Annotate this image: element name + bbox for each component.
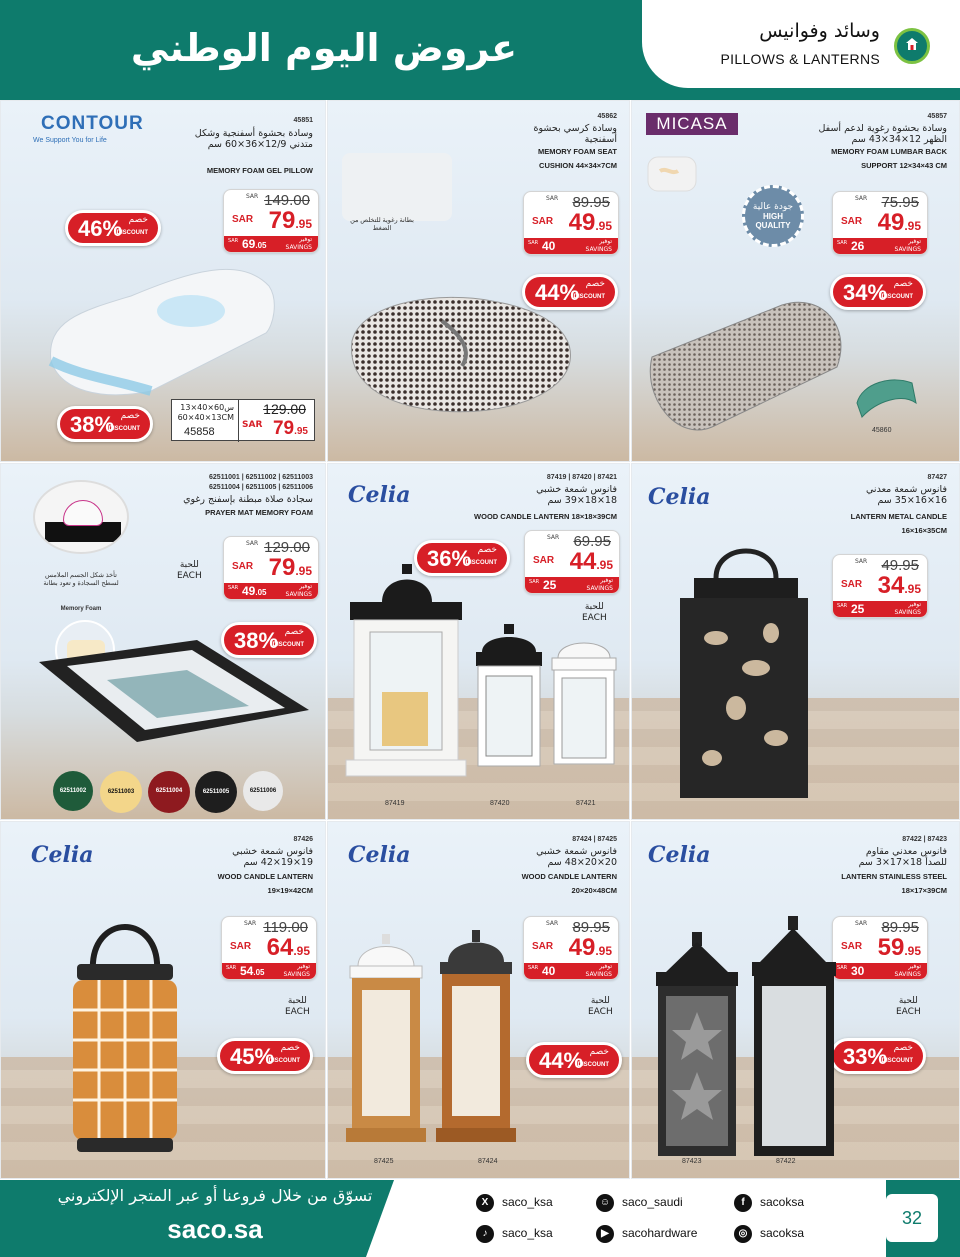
sale-price: 44.95 [569,548,613,575]
discount-badge: 36% خصم DISCOUNT [414,540,510,576]
savings-bar: SAR 49.05 توفير SAVINGS [224,583,318,599]
old-price: 49.95 [881,557,919,574]
lumbar-pillow-green-image [852,373,922,423]
product-name-ar: فانوس معدني مقاوم للصدأ 18×17×3 سم [858,846,947,868]
old-price: 129.00 [264,539,310,556]
category-title-en: PILLOWS & LANTERNS [720,51,880,67]
product-size-en: 16×16×35CM [901,526,947,535]
steel-lanterns-image [642,902,842,1162]
foam-texture-image [336,149,456,269]
variant-old-price: 129.00 [263,401,306,417]
product-card-wood-lantern-pair [327,821,630,1179]
image-code-2: 87420 [490,800,510,807]
product-code: 87424 | 87425 [572,836,617,843]
social-panel [410,1180,886,1257]
price-tag: SAR 49.95 SAR 34.95 SAR 25 توفير SAVINGS [832,554,928,618]
discount-badge: 45% خصم DISCOUNT [217,1038,313,1074]
category-panel [642,0,960,88]
product-size-en: 19×19×42CM [267,886,313,895]
old-price: 69.95 [573,533,611,550]
image-code-3: 87421 [576,800,596,807]
price-tag: SAR 89.95 SAR 59.95 SAR 30 توفير SAVINGS [832,916,928,980]
unit-label: للحبة EACH [177,560,202,581]
image-code-1: 87425 [374,1158,394,1165]
product-card-prayer-mat: 62511001 | 62511002 | 62511003 62511004 | 62511005 | 62511006 سجادة صلاة مبطنة بإسفنج رغوي PRAYER MAT MEMORY FOAM تأخذ شكل الجسم الملامس لسطح السجادة و تعود بطانة Memory Foam للحبة EACH SAR 129.00 SAR 79.95 SAR 49.05 توفير SAVINGS 38% خصم DISCOUNT 62511002 62511003 62511004 62511005 62511006 [0,463,326,820]
page-number: 32 [886,1194,938,1242]
old-price: 119.00 [263,919,308,936]
foam-sample-image [642,147,702,197]
swatch-green[interactable]: 62511002 [53,771,93,811]
saco-logo-icon [894,28,930,64]
product-codes-2: 62511004 | 62511005 | 62511006 [209,484,313,491]
prayer-mat-image [37,636,317,746]
celia-logo: Celia [31,842,94,868]
product-codes: 62511001 | 62511002 | 62511003 [209,474,313,481]
image-code: 45860 [872,427,892,434]
savings-bar: SAR 40 توفير SAVINGS [524,963,618,979]
metal-lantern-image [676,538,816,808]
sale-price: 49.95 [568,209,612,236]
product-card-lumbar [631,100,960,462]
unit-label: للحبة EACH [285,996,310,1017]
product-name-en: MEMORY FOAM GEL PILLOW [206,166,313,175]
discount-badge: 34% خصم DISCOUNT [830,274,926,310]
product-card-wood-lantern-set [327,463,630,820]
micasa-logo: MICASA [646,113,738,135]
snapchat-icon: ☺ [596,1194,614,1212]
product-code: 87422 | 87423 [902,836,947,843]
memory-foam-note: تأخذ شكل الجسم الملامس لسطح السجادة و تعود بطانة [43,572,119,587]
wood-lanterns-image [342,562,622,802]
price-tag: SAR 69.95 SAR 44.95 SAR 25 توفير SAVINGS [524,530,620,594]
price-tag: SAR 89.95 SAR 49.95 SAR 40 توفير SAVINGS [523,191,619,255]
savings-bar: SAR 25 توفير SAVINGS [525,577,619,593]
product-name-ar: سجادة صلاة مبطنة بإسفنج رغوي [183,494,313,505]
youtube-icon: ▶ [596,1225,614,1243]
discount-badge-variant: 38% خصم DISCOUNT [57,406,153,442]
celia-logo: Celia [348,482,411,508]
celia-logo: Celia [348,842,411,868]
savings-bar: SAR 69.05 توفير SAVINGS [224,236,318,252]
savings-bar: SAR 54.05 توفير SAVINGS [222,963,316,979]
sale-price: 49.95 [568,934,612,961]
product-code: 45851 [293,117,313,124]
sale-price: 59.95 [877,934,921,961]
old-price: 89.95 [881,919,919,936]
swatch-black[interactable]: 62511005 [195,771,237,813]
contour-tagline: We Support You for Life [33,137,107,144]
sale-price: 79.95 [268,554,312,581]
swatch-beige[interactable]: 62511003 [100,771,142,813]
image-code-1: 87423 [682,1158,702,1165]
product-card-seat-cushion [327,100,630,462]
product-name-ar: وسادة كرسي بحشوة أسفنجية [533,123,617,145]
product-name-en: LANTERN STAINLESS STEEL [841,872,947,881]
prayer-illustration [33,480,129,554]
product-card-metal-lantern [631,463,960,820]
quality-seal: جودة عالية HIGH QUALITY [742,185,804,247]
product-name-en: WOOD CANDLE LANTERN [521,872,617,881]
product-card-pillow-gel [0,100,326,462]
page-title: عروض اليوم الوطني [130,26,518,70]
price-tag: SAR 149.00 SAR 79.95 SAR 69.05 توفير SAVINGS [223,189,319,253]
gel-pillow-image [41,251,281,396]
website-link[interactable]: saco.sa [167,1214,263,1244]
product-name-en: WOOD CANDLE LANTERN 18×18×39CM [474,512,617,521]
unit-label: للحبة EACH [588,996,613,1017]
product-name-ar: فانوس شمعة خشبي 19×19×42 سم [232,846,313,868]
unit-label: للحبة EACH [896,996,921,1017]
variant-price-box: 13×40×60س 60×40×13CM 45858 129.00 SAR 79.95 [171,399,315,441]
sale-price: 49.95 [877,209,921,236]
product-name-en: WOOD CANDLE LANTERN [217,872,313,881]
old-price: 149.00 [264,192,310,209]
swatch-red[interactable]: 62511004 [148,771,190,813]
product-code: 87426 [293,836,313,843]
savings-bar: SAR 40 توفير SAVINGS [524,238,618,254]
seat-cushion-image [342,281,582,421]
price-tag: SAR 119.00 SAR 64.95 SAR 54.05 توفير SAVINGS [221,916,317,980]
discount-badge: 33% خصم DISCOUNT [830,1038,926,1074]
variant-sale-price: 79.95 [272,418,308,439]
discount-badge: 44% خصم DISCOUNT [526,1042,622,1078]
savings-bar: SAR 25 توفير SAVINGS [833,601,927,617]
product-name-ar: فانوس شمعة معدني 16×16×35 سم [866,484,947,506]
savings-bar: SAR 26 توفير SAVINGS [833,238,927,254]
image-code-2: 87422 [776,1158,796,1165]
product-name-ar: وسادة بحشوة رغوية لدعم أسفل الظهر 12×34×43 سم [818,123,947,145]
price-tag: SAR 129.00 SAR 79.95 SAR 49.05 توفير SAVINGS [223,536,319,600]
price-tag: SAR 75.95 SAR 49.95 SAR 26 توفير SAVINGS [832,191,928,255]
product-size-en: 18×17×39CM [901,886,947,895]
variant-code: 45858 [184,426,215,438]
old-price: 89.95 [572,919,610,936]
product-code: 45857 [927,113,947,120]
product-code: 45862 [597,113,617,120]
celia-logo: Celia [648,484,711,510]
product-name-ar: فانوس شمعة خشبي 18×18×39 سم [536,484,617,506]
product-name-ar: وسادة بحشوة أسفنجية وشكل متدني 12/9×36×60 سم [194,128,313,150]
price-tag: SAR 89.95 SAR 49.95 SAR 40 توفير SAVINGS [523,916,619,980]
old-price: 89.95 [572,194,610,211]
old-price: 75.95 [881,194,919,211]
savings-bar: SAR 30 توفير SAVINGS [833,963,927,979]
product-name-en: PRAYER MAT MEMORY FOAM [205,508,313,517]
swatch-grey[interactable]: 62511006 [243,771,283,811]
product-name-en: LANTERN METAL CANDLE [850,512,947,521]
rattan-lantern-image [65,902,185,1167]
product-name-en: MEMORY FOAM SEAT CUSHION 44×34×7CM [537,147,617,170]
discount-badge: 46% خصم DISCOUNT [65,210,161,246]
product-code: 87419 | 87420 | 87421 [546,474,617,481]
unit-label: للحبة EACH [582,602,607,623]
celia-logo: Celia [648,842,711,868]
contour-logo: CONTOUR [41,113,144,134]
image-code-1: 87419 [385,800,405,807]
foam-note: بطانة رغوية للتخلص من الضغط [350,217,414,232]
product-name-en: MEMORY FOAM LUMBAR BACK SUPPORT 12×34×43 CM [831,147,947,170]
sale-price: 79.95 [268,207,312,234]
wood-lanterns-pair-image [338,926,528,1162]
image-code-2: 87424 [478,1158,498,1165]
facebook-icon: f [734,1194,752,1212]
tiktok-icon: ♪ [476,1225,494,1243]
product-name-ar: فانوس شمعة خشبي 20×20×48 سم [536,846,617,868]
product-card-rattan-lantern [0,821,326,1179]
product-code: 87427 [927,474,947,481]
lumbar-pillow-image [642,297,852,447]
product-size-en: 20×20×48CM [571,886,617,895]
product-card-steel-lantern [631,821,960,1179]
instagram-icon: ◎ [734,1225,752,1243]
category-title-ar: وسائد وفوانيس [759,20,880,42]
footer-tagline: تسوّق من خلال فروعنا أو عبر المتجر الإلكتروني [57,1186,373,1205]
discount-badge: 44% خصم DISCOUNT [522,274,618,310]
sale-price: 64.95 [266,934,310,961]
sale-price: 34.95 [877,572,921,599]
x-icon: X [476,1194,494,1212]
discount-badge: 38% خصم DISCOUNT [221,622,317,658]
